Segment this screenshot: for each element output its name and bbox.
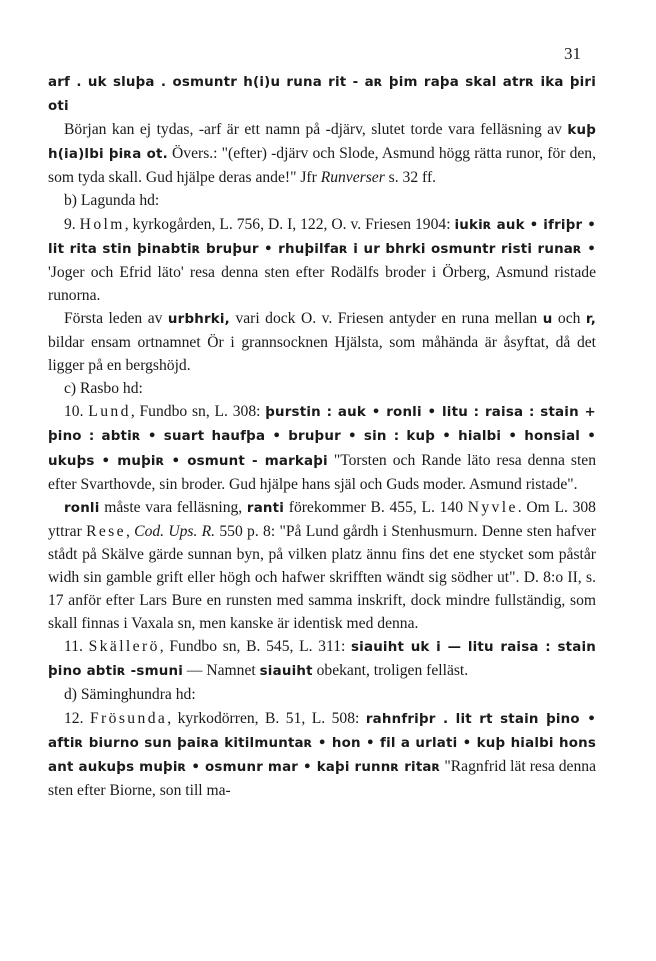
text: måste vara felläsning, xyxy=(99,498,247,516)
text: Övers.: "(efter) -djärv och Slode, Asmund högg rätta runor, för den, som tyda skall. Gud hjälpe deras ande!" Jfr xyxy=(48,145,596,187)
italic-title: Runverser xyxy=(320,169,385,187)
runic-transcription: arf . uk sluþa . osmuntr h(i)u runa rit - aʀ þim raþa skal atrʀ ika þiri oti xyxy=(48,75,596,115)
paragraph-commentary-arf xyxy=(48,118,596,189)
text: "Torsten och Rande läto resa denna sten efter Svarthovde, sin broder. Gud hjälpe hans själ och Guds moder. Asmund ristade". xyxy=(48,451,596,493)
text: , kyrkodörren, B. 51, L. 508: xyxy=(167,709,366,727)
entry-number: 12. xyxy=(64,709,84,727)
text: . Om L. 308 yttrar xyxy=(48,498,596,540)
text: , xyxy=(125,522,135,540)
runic-transcription: þurstin : auk • ronli • litu : raisa : stain + þino : abtiʀ • suart haufþa • bruþur • sin : kuþ • hialbi • honsial • ukuþs • muþiʀ • osmunt - markaþi xyxy=(48,405,596,469)
runic-transcription: iukiʀ auk • ifriþr • lit rita stin þinabtiʀ bruþur • rhuþilfaʀ i ur bhrki osmuntr risti runaʀ • xyxy=(48,217,596,257)
text: förekommer B. 455, L. 140 xyxy=(284,498,468,516)
page-body xyxy=(48,70,596,802)
runic-word: siauiht xyxy=(259,664,313,680)
entry-11-skallero xyxy=(48,635,596,683)
italic-title: Cod. Ups. R. xyxy=(134,522,216,540)
page-number: 31 xyxy=(564,44,581,63)
text: 550 p. 8: "På Lund gårdh i Stenhusmurn. Denne sten hafver stådt på Skälve gärde sunnan byn, på vilken platz ännu fins det ene stycket som påstår widh sin gamble grift eller högh och hafwer skrifften wändt sig södher ut". D. 8:o II, s. 17 anför efter Lars Bure en runsten med samma inskrift, dock mindre fullständig, som skall finnas i Vaxala sn, men kanske är identisk med denna. xyxy=(48,522,597,633)
text: Första leden av xyxy=(64,309,168,327)
text: Början kan ej tydas, -arf är ett namn på -djärv, slutet torde vara felläsning av xyxy=(64,121,568,139)
text: obekant, troligen felläst. xyxy=(312,662,469,680)
text: 'Joger och Efrid läto' resa denna sten efter Rodälfs broder i Örberg, Asmund ristade runorna. xyxy=(48,263,596,304)
place-name: Frösunda xyxy=(89,709,168,727)
entry-number: 11. xyxy=(64,638,83,656)
paragraph-commentary-holm xyxy=(48,307,596,377)
spaced-name: Nyvle xyxy=(467,498,518,516)
text: bildar ensam ortnamnet Ör i grannsocknen Hjälsta, som måhända är åsyftat, då det ligger på en bergshöjd. xyxy=(48,334,596,375)
section-heading-lagunda: b) Lagunda hd: xyxy=(64,192,160,210)
entry-9-holm xyxy=(48,213,596,307)
spaced-name: Rese xyxy=(86,522,126,540)
text: vari dock O. v. Friesen antyder en runa mellan xyxy=(229,309,543,327)
entry-number: 10. xyxy=(64,403,84,421)
place-name: Holm xyxy=(79,215,125,233)
runic-word: r, xyxy=(585,311,597,327)
runic-word: ronli xyxy=(64,500,100,516)
entry-10-lund xyxy=(48,400,596,495)
runic-transcription: kuþ h(ia)lbi þiʀa ot. xyxy=(48,123,596,163)
text: — Namnet xyxy=(182,662,260,680)
section-heading-saminghundra: d) Säminghundra hd: xyxy=(64,686,196,704)
text: , Fundbo sn, L. 308: xyxy=(130,403,266,421)
runic-word: urbhrki, xyxy=(167,311,230,327)
entry-12-frosunda xyxy=(48,707,596,802)
text: , kyrkogården, L. 756, D. I, 122, O. v. Friesen 1904: xyxy=(124,215,455,233)
paragraph-commentary-lund xyxy=(48,496,596,636)
text: s. 32 ff. xyxy=(384,169,437,187)
paragraph-inscription-arf xyxy=(48,70,596,118)
text: , Fundbo sn, B. 545, L. 311: xyxy=(159,638,351,656)
place-name: Lund xyxy=(88,403,131,421)
runic-transcription: rahnfriþr . lit rt stain þino • aftiʀ biurno sun þaiʀa kitilmuntaʀ • hon • fil a urlati • kuþ hialbi hons ant aukuþs muþiʀ • osmunr mar • kaþi runnʀ ritaʀ xyxy=(48,711,596,775)
section-heading-rasbo: c) Rasbo hd: xyxy=(64,380,143,398)
text: och xyxy=(552,309,586,327)
runic-word: ranti xyxy=(246,500,285,516)
runic-word: u xyxy=(542,311,553,327)
entry-number: 9. xyxy=(64,215,76,233)
place-name: Skällerö xyxy=(88,638,160,656)
runic-transcription: siauiht uk i — litu raisa : stain þino abtiʀ -smuni xyxy=(48,640,596,680)
text: "Ragnfrid lät resa denna sten efter Biorne, son till ma- xyxy=(48,757,596,799)
